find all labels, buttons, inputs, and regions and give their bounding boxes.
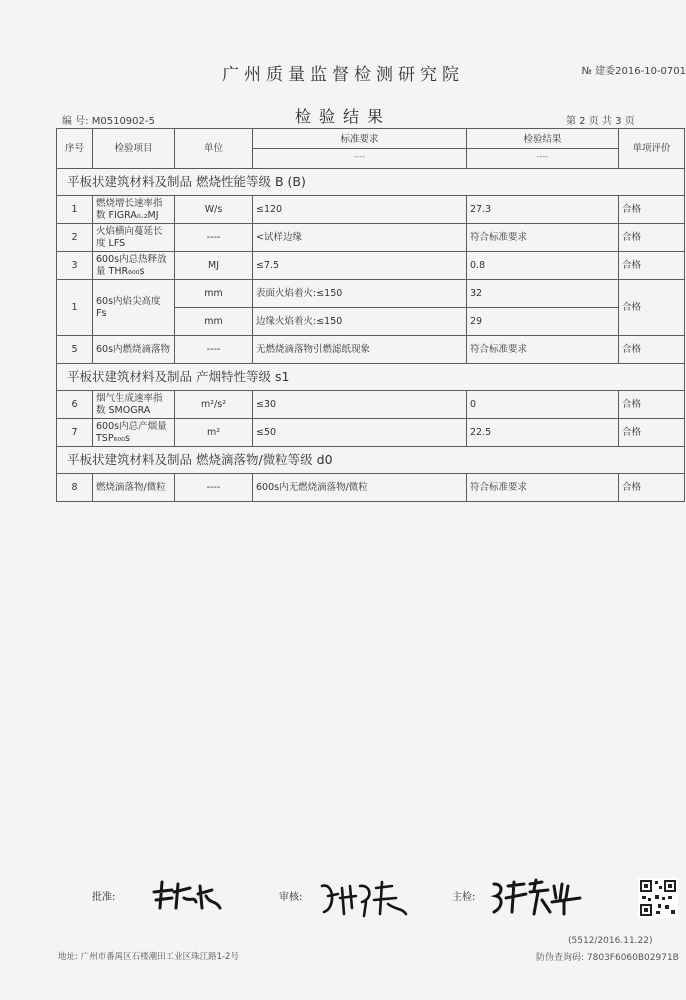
form-version: (5512/2016.11.22) bbox=[568, 936, 653, 946]
header-standard bbox=[253, 129, 467, 169]
row-item: 烟气生成速率指数 SMOGRA bbox=[93, 391, 175, 419]
serial-number: 编 号: M0510902-5 bbox=[62, 116, 155, 127]
header-result bbox=[467, 129, 619, 169]
address: 地址: 广州市番禺区石楼潮田工业区珠江路1-2号 bbox=[58, 952, 239, 962]
row-result: 符合标准要求 bbox=[467, 474, 619, 502]
qr-code-icon bbox=[638, 878, 678, 918]
report-number: № 建委2016-10-0701 bbox=[581, 66, 686, 77]
page-info: 第 2 页 共 3 页 bbox=[566, 116, 635, 127]
row-verdict: 合格 bbox=[619, 419, 685, 447]
row-result: 符合标准要求 bbox=[467, 224, 619, 252]
row-requirement: 表面火焰着火:≤150 bbox=[253, 280, 467, 308]
row-requirement: ≤7.5 bbox=[253, 252, 467, 280]
row-verdict: 合格 bbox=[619, 391, 685, 419]
header-standard-sub: ---- bbox=[353, 152, 366, 161]
row-no: 7 bbox=[57, 419, 93, 447]
row-unit: ---- bbox=[175, 336, 253, 364]
row-requirement: ≤120 bbox=[253, 196, 467, 224]
row-no: 8 bbox=[57, 474, 93, 502]
anti-fake-code: 防伪查询码: 7803F6060B02971B bbox=[536, 953, 679, 963]
row-verdict: 合格 bbox=[619, 280, 685, 336]
row-item: 火焰横向蔓延长度 LFS bbox=[93, 224, 175, 252]
header-item: 检验项目 bbox=[93, 129, 175, 169]
row-requirement: ≤50 bbox=[253, 419, 467, 447]
row-no: 3 bbox=[57, 252, 93, 280]
approve-signature bbox=[150, 878, 226, 914]
row-unit: mm bbox=[175, 308, 253, 336]
row-result: 22.5 bbox=[467, 419, 619, 447]
row-item: 60s内燃烧滴落物 bbox=[93, 336, 175, 364]
row-unit: m²/s² bbox=[175, 391, 253, 419]
row-result: 29 bbox=[467, 308, 619, 336]
table-row bbox=[57, 474, 685, 502]
header-result-sub: ---- bbox=[536, 152, 549, 161]
row-verdict: 合格 bbox=[619, 336, 685, 364]
row-item: 600s内总产烟量 TSP₆₀₀s bbox=[93, 419, 175, 447]
table-header-row bbox=[57, 129, 685, 169]
row-unit: MJ bbox=[175, 252, 253, 280]
row-no: 5 bbox=[57, 336, 93, 364]
header-no: 序号 bbox=[57, 129, 93, 169]
table-row bbox=[57, 252, 685, 280]
header-unit: 单位 bbox=[175, 129, 253, 169]
row-item: 燃烧增长速率指数 FIGRA₀.₂MJ bbox=[93, 196, 175, 224]
row-requirement: 无燃烧滴落物引燃滤纸现象 bbox=[253, 336, 467, 364]
review-label: 审核: bbox=[279, 892, 303, 903]
section-header-row bbox=[57, 364, 685, 391]
row-result: 27.3 bbox=[467, 196, 619, 224]
header-standard-label: 标准要求 bbox=[340, 134, 379, 145]
row-item: 600s内总热释放量 THR₆₀₀s bbox=[93, 252, 175, 280]
row-result: 符合标准要求 bbox=[467, 336, 619, 364]
row-requirement: 边缘火焰着火:≤150 bbox=[253, 308, 467, 336]
row-verdict: 合格 bbox=[619, 196, 685, 224]
header-result-label: 检验结果 bbox=[523, 134, 562, 145]
row-item: 燃烧滴落物/微粒 bbox=[93, 474, 175, 502]
row-no: 1 bbox=[57, 280, 93, 336]
row-no: 6 bbox=[57, 391, 93, 419]
section-title: 平板状建筑材料及制品 产烟特性等级 s1 bbox=[57, 364, 685, 391]
row-verdict: 合格 bbox=[619, 252, 685, 280]
table-row bbox=[57, 196, 685, 224]
row-unit: m² bbox=[175, 419, 253, 447]
table-row bbox=[57, 391, 685, 419]
table-row bbox=[57, 280, 685, 308]
row-unit: mm bbox=[175, 280, 253, 308]
approve-label: 批准: bbox=[92, 892, 116, 903]
row-result: 0.8 bbox=[467, 252, 619, 280]
row-unit: ---- bbox=[175, 474, 253, 502]
row-result: 0 bbox=[467, 391, 619, 419]
table-row bbox=[57, 336, 685, 364]
institute-name: 广州质量监督检测研究院 bbox=[222, 65, 464, 85]
row-no: 2 bbox=[57, 224, 93, 252]
header-verdict: 单项评价 bbox=[619, 129, 685, 169]
table-row bbox=[57, 419, 685, 447]
row-requirement: ≤30 bbox=[253, 391, 467, 419]
row-result: 32 bbox=[467, 280, 619, 308]
row-verdict: 合格 bbox=[619, 474, 685, 502]
document-title: 检验结果 bbox=[294, 107, 391, 126]
row-item: 60s内焰尖高度 Fs bbox=[93, 280, 175, 336]
section-title: 平板状建筑材料及制品 燃烧滴落物/微粒等级 d0 bbox=[57, 447, 685, 474]
row-no: 1 bbox=[57, 196, 93, 224]
row-unit: W/s bbox=[175, 196, 253, 224]
section-header-row bbox=[57, 447, 685, 474]
section-header-row bbox=[57, 169, 685, 196]
table-row bbox=[57, 224, 685, 252]
main-inspector-signature bbox=[490, 878, 586, 920]
review-signature bbox=[316, 878, 412, 920]
row-requirement: 600s内无燃烧滴落物/微粒 bbox=[253, 474, 467, 502]
row-unit: ---- bbox=[175, 224, 253, 252]
row-requirement: <试样边缘 bbox=[253, 224, 467, 252]
section-title: 平板状建筑材料及制品 燃烧性能等级 B (B) bbox=[57, 169, 685, 196]
results-table bbox=[56, 128, 685, 502]
row-verdict: 合格 bbox=[619, 224, 685, 252]
main-inspector-label: 主检: bbox=[452, 892, 476, 903]
